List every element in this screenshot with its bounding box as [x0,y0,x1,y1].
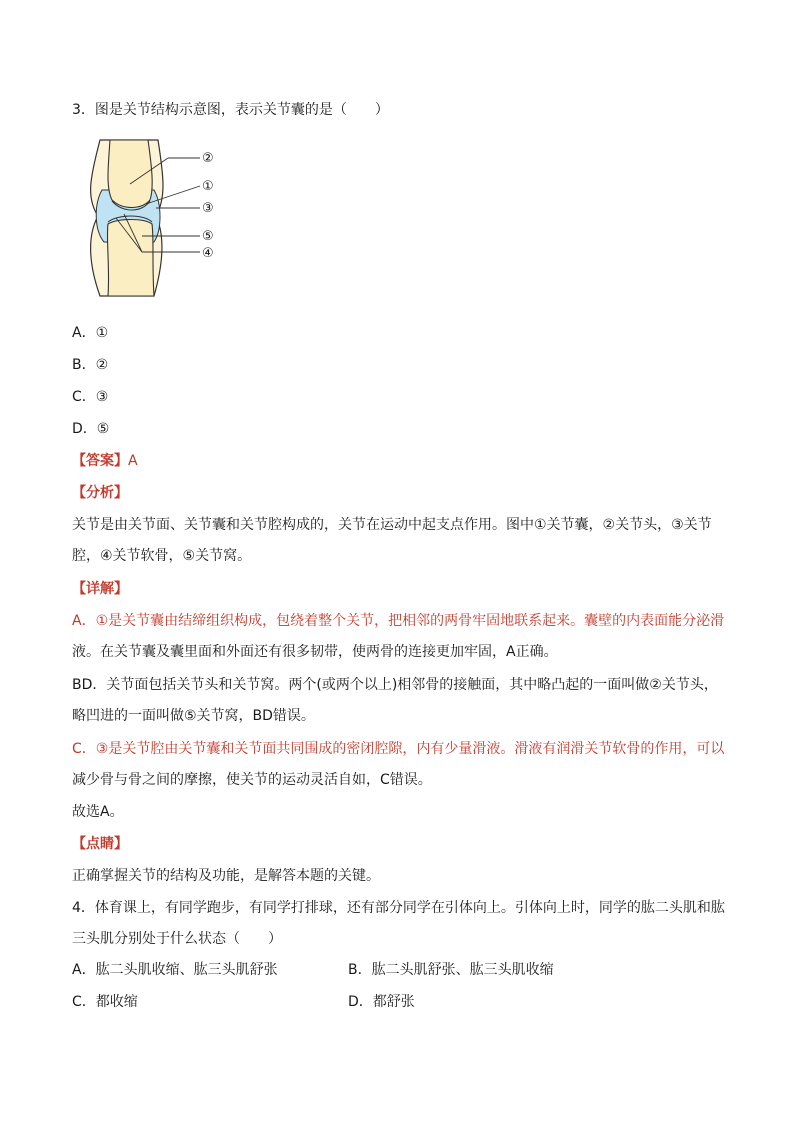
detail-line-1: A．①是关节囊由结缔组织构成，包绕着整个关节，把相邻的两骨牢固地联系起来。囊壁的内表面能分泌滑 [72,613,725,629]
q4-option-d: D．都舒张 [348,994,415,1010]
detail-line-4: 略凹进的一面叫做⑤关节窝，BD错误。 [72,708,315,724]
analysis-line-2: 腔，④关节软骨，⑤关节窝。 [72,548,252,564]
tip-line: 正确掌握关节的结构及功能，是解答本题的关键。 [72,868,380,884]
q3-option-d: D．⑤ [72,421,110,437]
joint-structure-diagram [82,138,242,298]
label-5: ⑤ [202,229,214,244]
q3-option-c: C．③ [72,389,109,405]
detail-line-6: 减少骨与骨之间的摩擦，使关节的运动灵活自如，C错误。 [72,772,432,788]
label-2: ② [202,151,214,166]
label-4: ④ [202,246,214,261]
q4-option-a: A．肱二头肌收缩、肱三头肌舒张 [72,962,278,978]
label-1: ① [202,179,214,194]
tip-tag: 【点睛】 [72,836,128,852]
q3-option-a: A．① [72,325,109,341]
answer-tag: 【答案】 [72,453,128,469]
answer-row [72,451,138,471]
detail-line-5: C．③是关节腔由关节囊和关节面共同围成的密闭腔隙，内有少量滑液。滑液有润滑关节软骨的作用，可以 [72,741,725,757]
q4-option-b: B．肱二头肌舒张、肱三头肌收缩 [348,962,554,978]
analysis-tag: 【分析】 [72,485,128,501]
q4-stem-line-2: 三头肌分别处于什么状态（ ） [72,931,282,947]
q3-option-b: B．② [72,357,109,373]
detail-line-2: 液。在关节囊及囊里面和外面还有很多韧带，使两骨的连接更加牢固，A正确。 [72,644,558,660]
lower-bone-socket [107,220,154,297]
q4-option-c: C．都收缩 [72,994,138,1010]
detail-tag: 【详解】 [72,581,128,597]
detail-line-3: BD．关节面包括关节头和关节窝。两个(或两个以上)相邻骨的接触面，其中略凸起的一面叫做②关节头， [72,677,718,693]
answer-value: A [128,453,138,469]
detail-line-7: 故选A。 [72,804,124,820]
joint-diagram-svg [82,138,242,298]
q4-stem-line-1: 4．体育课上，有同学跑步，有同学打排球，还有部分同学在引体向上。引体向上时，同学的肱二头肌和肱 [72,900,725,916]
q3-stem: 3．图是关节结构示意图，表示关节囊的是（ ） [72,102,389,118]
label-3: ③ [202,201,214,216]
analysis-line-1: 关节是由关节面、关节囊和关节腔构成的，关节在运动中起支点作用。图中①关节囊，②关节头，③关节 [72,517,712,533]
